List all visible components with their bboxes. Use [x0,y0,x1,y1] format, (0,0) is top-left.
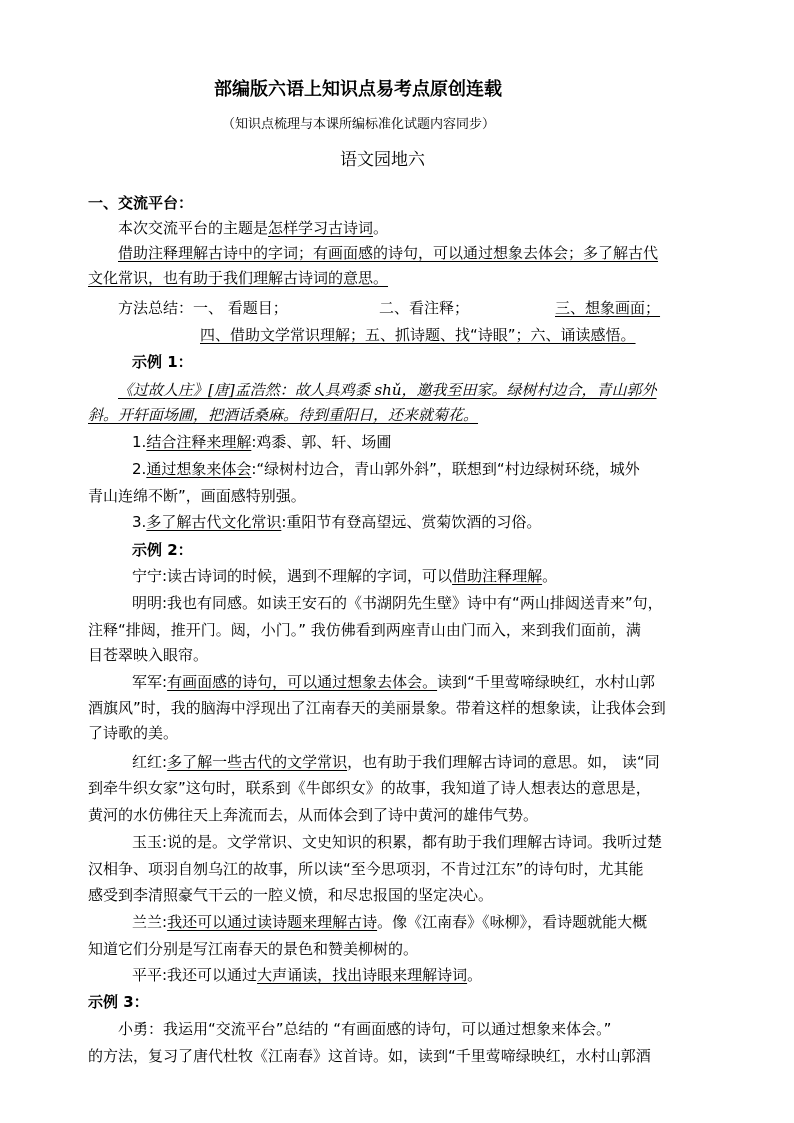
ningning-pre: 宁宁:读古诗词的时候，遇到不理解的字词，可以 [132,567,453,585]
point-2-rest: :“绿树村边合，青山郭外斜”，联想到“村边绿树环绕，城外 [251,460,640,478]
mingming-line-3: 目苍翠映入眼帘。 [88,646,209,664]
point-2-line-2: 青山连绵不断”，画面感特别强。 [88,487,306,505]
yuyu-line-3: 感受到李清照豪气干云的一腔义愤，和尽忠报国的坚定决心。 [88,886,494,904]
honghong-rest: ，也有助于我们理解古诗词的意思。如， 读“同 [347,753,660,771]
pingping-pre: 平平:我还可以通过 [132,966,258,984]
point-3-key: 多了解古代文化常识 [146,513,282,531]
point-1-num: 1. [132,433,147,451]
poem-text-1: 《过故人庄》[唐]孟浩然：故人具鸡黍 shǔ，邀我至田家。绿树村边合，青山郭外 [118,381,657,399]
topic-text: 怎样学习古诗词 [268,219,374,237]
example-3-label: 示例 3： [88,993,149,1011]
mingming-line-1: 明明:我也有同感。如读王安石的《书湖阴先生壁》诗中有“两山排闼送青来”句， [132,594,663,612]
poem-text-2: 斜。开轩面场圃，把酒话桑麻。待到重阳日，还来就菊花。 [88,406,479,424]
topic-line [118,218,388,238]
pingping-key: 大声诵读，找出诗眼来理解诗词 [257,966,468,984]
xiaoyong-line-1: 小勇：我运用“交流平台”总结的 “有画面感的诗句，可以通过想象来体会。” [118,1020,612,1038]
methods-line-1 [118,298,660,318]
honghong-key: 多了解一些古代的文学常识 [167,753,348,771]
method-3: 三、想象画面； [555,299,661,317]
example-1-label: 示例 1： [132,353,193,371]
pingping-line [132,965,482,985]
point-2 [132,459,640,479]
point-3 [132,512,541,532]
methods-line-2 [200,325,636,345]
junjun-pre: 军军: [132,673,168,691]
point-3-rest: :重阳节有登高望远、赏菊饮酒的习俗。 [281,513,542,531]
junjun-line-2: 酒旗风”时，我的脑海中浮现出了江南春天的美丽景象。带着这样的想象读，让我体会到 [88,699,666,717]
ningning-line [132,566,557,586]
point-3-num: 3. [132,513,147,531]
intro-text-2: 文化常识，也有助于我们理解古诗词的意思。 [88,269,389,287]
lanlan-rest: 。像《江南春》《咏柳》，看诗题就能大概 [377,913,648,931]
xiaoyong-line-2: 的方法，复习了唐代杜牧《江南春》这首诗。如，读到“千里莺啼绿映红，水村山郭酒 [88,1047,651,1065]
section-heading: 一、交流平台： [88,194,194,212]
lanlan-line-2: 知道它们分别是写江南春天的景色和赞美柳树的。 [88,940,419,958]
point-1-key: 结合注释来理解 [146,433,252,451]
method-1: 一、 看题目； [193,299,288,317]
yuyu-line-1: 玉玉:说的是。文学常识、文史知识的积累，都有助于我们理解古诗词。我听过楚 [132,833,663,851]
ningning-key: 借助注释理解 [452,567,543,585]
ningning-end: 。 [542,567,558,585]
method-2: 二、看注释； [379,299,470,317]
methods-prefix: 方法总结： [118,299,194,317]
honghong-pre: 红红: [132,753,168,771]
mingming-line-2: 注释“排闼，推开门。闼，小门。” 我仿佛看到两座青山由门而入，来到我们面前，满 [88,621,641,639]
poem-line-2 [88,405,478,425]
topic-end: 。 [373,219,389,237]
point-1-rest: :鸡黍、郭、轩、场圃 [251,433,392,451]
honghong-line-3: 黄河的水仿佛往天上奔流而去，从而体会到了诗中黄河的雄伟气势。 [88,806,539,824]
honghong-line-2: 到牵牛织女家”这句时，联系到《牛郎织女》的故事，我知道了诗人想表达的意思是， [88,779,651,797]
page-subtitle: （知识点梳理与本课所编标准化试题内容同步） [222,117,496,132]
lanlan-line-1 [132,912,647,932]
point-2-key: 通过想象来体会 [146,460,252,478]
point-1 [132,432,391,452]
junjun-rest: 读到“千里莺啼绿映红，水村山郭 [437,673,655,691]
example-2-label: 示例 2： [132,541,193,559]
intro-line-1 [118,243,658,263]
yuyu-line-2: 汉相争、项羽自刎乌江的故事，所以读“至今思项羽，不肯过江东”的诗句时，尤其能 [88,860,644,878]
honghong-line-1 [132,752,660,772]
intro-line-2 [88,268,388,288]
junjun-line-3: 了诗歌的美。 [88,724,179,742]
methods-text-2: 四、借助文学常识理解；五、抓诗题、找“诗眼”；六、诵读感悟。 [200,326,636,344]
junjun-key: 有画面感的诗句，可以通过想象去体会。 [167,673,438,691]
junjun-line-1 [132,672,655,692]
poem-line-1 [118,380,657,400]
pingping-end: 。 [467,966,483,984]
topic-prefix: 本次交流平台的主题是 [118,219,269,237]
intro-text-1: 借助注释理解古诗中的字词；有画面感的诗句，可以通过想象去体会；多了解古代 [118,244,659,262]
lanlan-pre: 兰兰: [132,913,168,931]
lesson-title: 语文园地六 [340,150,425,170]
point-2-num: 2. [132,460,147,478]
page-title: 部编版六语上知识点易考点原创连载 [214,79,502,100]
lanlan-key: 我还可以通过读诗题来理解古诗 [167,913,378,931]
